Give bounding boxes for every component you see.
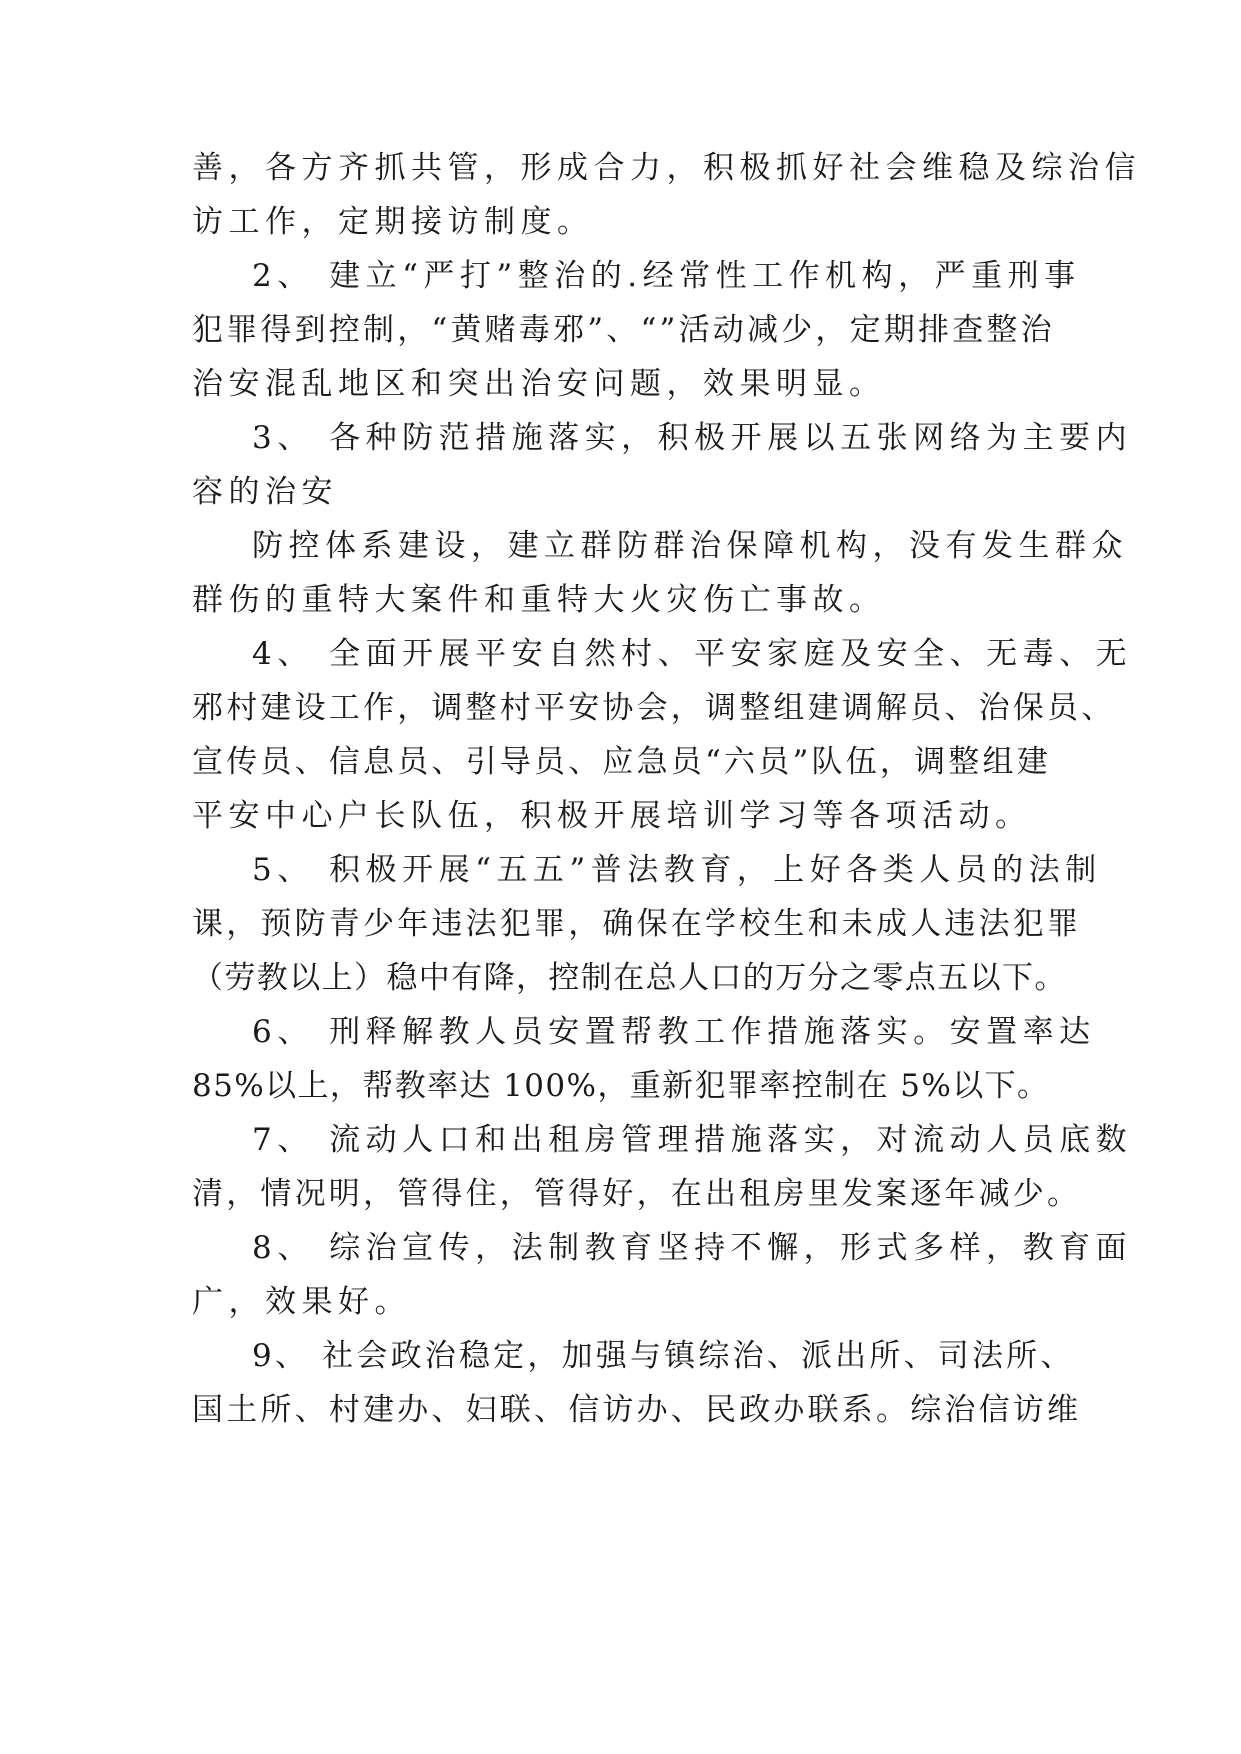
paragraph-5-start: 5、 积极开展“五五”普法教育，上好各类人员的法制 (252, 852, 1102, 888)
text-line: 犯罪得到控制，“黄赌毒邪”、“”活动减少，定期排查整治 (192, 312, 1055, 348)
text-line: 课，预防青少年违法犯罪，确保在学校生和未成人违法犯罪 (192, 906, 1082, 942)
text-line: 宣传员、信息员、引导员、应急员“六员”队伍，调整组建 (192, 744, 1051, 780)
paragraph-4-start: 4、 全面开展平安自然村、平安家庭及安全、无毒、无 (252, 636, 1133, 672)
text-line: 清，情况明，管得住，管得好，在出租房里发案逐年减少。 (192, 1176, 1082, 1212)
paragraph-start: 防控体系建设，建立群防群治保障机构，没有发生群众 (252, 528, 1128, 564)
text-line: 善，各方齐抓共管，形成合力，积极抓好社会维稳及综治信 (192, 150, 1141, 186)
text-line: 国土所、村建办、妇联、信访办、民政办联系。综治信访维 (192, 1392, 1082, 1428)
text-line: 平安中心户长队伍，积极开展培训学习等各项活动。 (192, 798, 1032, 834)
text-line: 85%以上，帮教率达 100%，重新犯罪率控制在 5%以下。 (192, 1068, 1050, 1104)
text-line: 容的治安 (192, 474, 338, 510)
text-line: 访工作，定期接访制度。 (192, 204, 594, 240)
paragraph-6-start: 6、 刑释解教人员安置帮教工作措施落实。安置率达 (252, 1014, 1096, 1050)
text-line: 群伤的重特大案件和重特大火灾伤亡事故。 (192, 582, 886, 618)
paragraph-3-start: 3、 各种防范措施落实，积极开展以五张网络为主要内 (252, 420, 1133, 456)
paragraph-9-start: 9、 社会政治稳定，加强与镇综治、派出所、司法所、 (252, 1338, 1075, 1374)
text-line: 治安混乱地区和突出治安问题，效果明显。 (192, 366, 886, 402)
paragraph-7-start: 7、 流动人口和出租房管理措施落实，对流动人员底数 (252, 1122, 1133, 1158)
text-line: （劳教以上）稳中有降，控制在总人口的万分之零点五以下。 (192, 960, 1067, 996)
paragraph-8-start: 8、 综治宣传，法制教育坚持不懈，形式多样，教育面 (252, 1230, 1133, 1266)
paragraph-2-start: 2、 建立“严打”整治的.经常性工作机构，严重刑事 (252, 258, 1081, 294)
text-line: 邪村建设工作，调整村平安协会，调整组建调解员、治保员、 (192, 690, 1116, 726)
text-line: 广，效果好。 (192, 1284, 411, 1320)
